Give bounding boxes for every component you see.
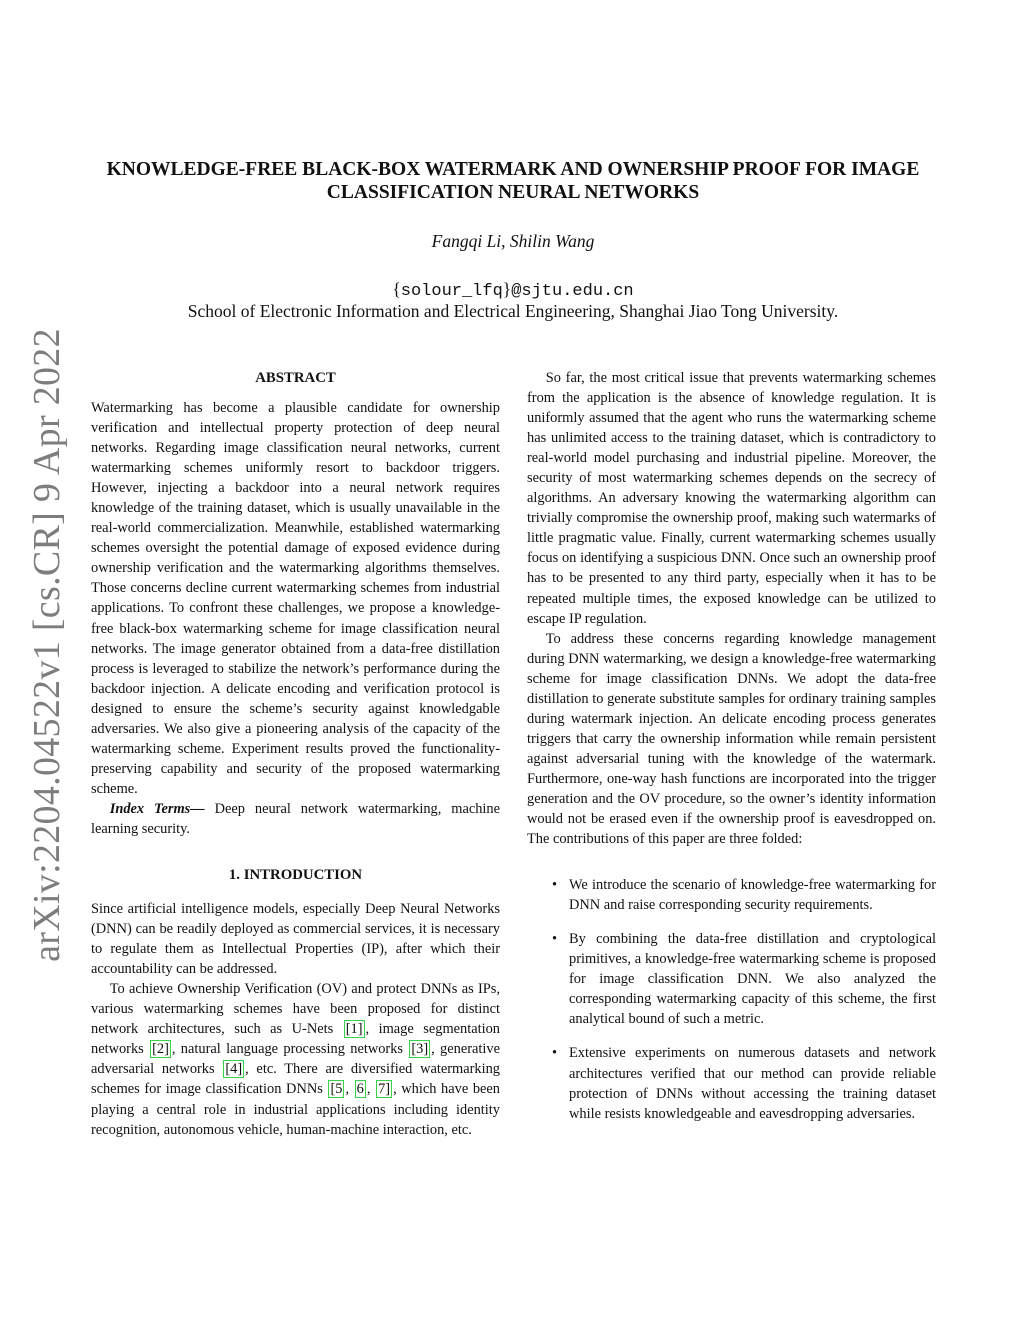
paper-title: [90, 158, 936, 204]
intro-p2-text-b: , image segmentation networks: [91, 1021, 500, 1058]
intro-p2-text-c: , natural language processing networks: [171, 1041, 409, 1058]
left-column: [91, 368, 500, 1140]
intro-p2-separator: ,: [345, 1081, 354, 1098]
bullet-icon: •: [552, 1045, 558, 1062]
email-user: solour_lfq: [400, 282, 503, 301]
citation-link[interactable]: [4]: [225, 1061, 243, 1078]
introduction-heading: 1. INTRODUCTION: [228, 867, 363, 884]
index-terms-text: Deep neural network watermarking, machine learning security.: [91, 800, 501, 837]
bullet-icon: •: [552, 931, 558, 948]
abstract-text: Watermarking has become a plausible candidate for ownership verification and intellectual property protection of deep neural networks. Regarding image classification neural networks, current watermarking schemes uniformly resort to backdoor triggers. However, injecting a backdoor into a neural network requires knowledge of the training dataset, which is usually unavailable in the real-world commercialization. Meanwhile, established watermarking schemes oversight the potential damage of exposed evidence during ownership verification and the watermarking algorithms themselves. Those concerns decline current watermarking schemes from industrial applications. To confront these challenges, we propose a knowledge-free black-box watermarking scheme for image classification neural networks. The image generator obtained from a data-free distillation process is leveraged to stabilize the network’s performance during the backdoor injection. A delicate encoding and verification protocol is designed to ensure the scheme’s security against knowledgable adversaries. We also give a pioneering analysis of the capacity of the watermarking scheme. Experiment results proved the functionality-preserving capability and security of the proposed watermarking scheme.: [91, 400, 500, 797]
list-item: [527, 875, 936, 915]
contributions-list: [527, 875, 936, 1124]
right-column: [527, 368, 936, 1124]
intro-paragraph-1: Since artificial intelligence models, especially Deep Neural Networks (DNN) can be readily deployed as commercial services, it is necessary to regulate them as Intellectual Properties (IP), after which their accountability can be addressed.: [91, 901, 500, 978]
email-brace-close: }: [502, 279, 512, 299]
arxiv-identifier: arXiv:2204.04522v1 [cs.CR] 9 Apr 2022: [26, 328, 68, 962]
intro-paragraph-3: So far, the most critical issue that prevents watermarking schemes from the application is the absence of knowledge regulation. It is uniformly assumed that the agent who runs the watermarking scheme has unlimited access to the training dataset, which is contradictory to real-world model purchasing and industrial pipeline. Moreover, the security of most watermarking schemes depends on the secrecy of algorithms. An adversary knowing the watermarking algorithm can trivially compromise the ownership proof, making such watermarks of little pragmatic value. Finally, current watermarking schemes usually focus on identifying a suspicious DNN. Once such an ownership proof has to be presented to any third party, especially when it has to be repeated multiple times, the exposed knowledge can be utilized to escape IP regulation.: [527, 370, 936, 627]
intro-p2-text-d: , generative adversarial networks: [91, 1041, 500, 1078]
citation-link[interactable]: [3]: [411, 1041, 429, 1058]
intro-p2-text-f: , which have been playing a central role in industrial applications including identity recognition, autonomous vehicle, human-machine interaction, etc.: [91, 1081, 501, 1138]
intro-paragraph-2: [91, 979, 500, 1139]
contribution-text: We introduce the scenario of knowledge-free watermarking for DNN and raise corresponding security requirements.: [569, 877, 936, 914]
intro-p2-separator: ,: [366, 1081, 376, 1098]
citation-link[interactable]: 6: [356, 1081, 364, 1098]
intro-p2-text-e: , etc. There are diversified watermarking schemes for image classification DNNs: [91, 1061, 500, 1098]
citation-link[interactable]: 7]: [378, 1081, 391, 1098]
index-terms: [91, 799, 500, 839]
title-line-2: CLASSIFICATION NEURAL NETWORKS: [326, 182, 700, 203]
author-email: [90, 279, 936, 301]
title-line-1: KNOWLEDGE-FREE BLACK-BOX WATERMARK AND OWNERSHIP PROOF FOR IMAGE: [106, 159, 920, 180]
contribution-text: By combining the data-free distillation and cryptological primitives, a knowledge-free watermarking scheme is proposed for image classification DNN. We also analyzed the corresponding watermarking capacity of this scheme, the first analytical bound of such a metric.: [569, 931, 936, 1028]
email-brace-open: {: [392, 279, 401, 299]
list-item: [527, 1043, 936, 1123]
contribution-text: Extensive experiments on numerous datasets and network architectures verified that our method can provide reliable protection of DNNs without accessing the training dataset while resists knowledgeable and eavesdropping adversaries.: [569, 1045, 936, 1122]
author-affiliation: School of Electronic Information and Electrical Engineering, Shanghai Jiao Tong University.: [187, 301, 839, 321]
list-item: [527, 929, 936, 1029]
abstract-heading: ABSTRACT: [255, 370, 336, 386]
email-domain: @sjtu.edu.cn: [511, 282, 634, 301]
index-terms-label: Index Terms—: [109, 800, 205, 817]
bullet-icon: •: [552, 877, 558, 894]
paper-authors: Fangqi Li, Shilin Wang: [431, 231, 595, 251]
citation-link[interactable]: [2]: [152, 1041, 169, 1058]
arxiv-side-stamp: [25, 328, 69, 962]
citation-link[interactable]: [5: [330, 1081, 343, 1098]
citation-link[interactable]: [1]: [345, 1021, 363, 1038]
intro-paragraph-4: To address these concerns regarding knowledge management during DNN watermarking, we design a knowledge-free watermarking scheme for image classification DNNs. We adopt the data-free distillation to generate substitute samples for ordinary training samples during watermark injection. An delicate encoding process generates triggers that carry the ownership information while remain persistent against adversarial tuning with the knowledge of the watermark. Furthermore, one-way hash functions are incorporated into the trigger generation and the OV procedure, so the owner’s identity information would not be erased even if the ownership proof is eavesdropped on. The contributions of this paper are three folded:: [527, 630, 936, 848]
intro-p2-text-a: To achieve Ownership Verification (OV) and protect DNNs as IPs, various watermarking schemes have been proposed for distinct network architectures, such as U-Nets: [91, 981, 500, 1038]
